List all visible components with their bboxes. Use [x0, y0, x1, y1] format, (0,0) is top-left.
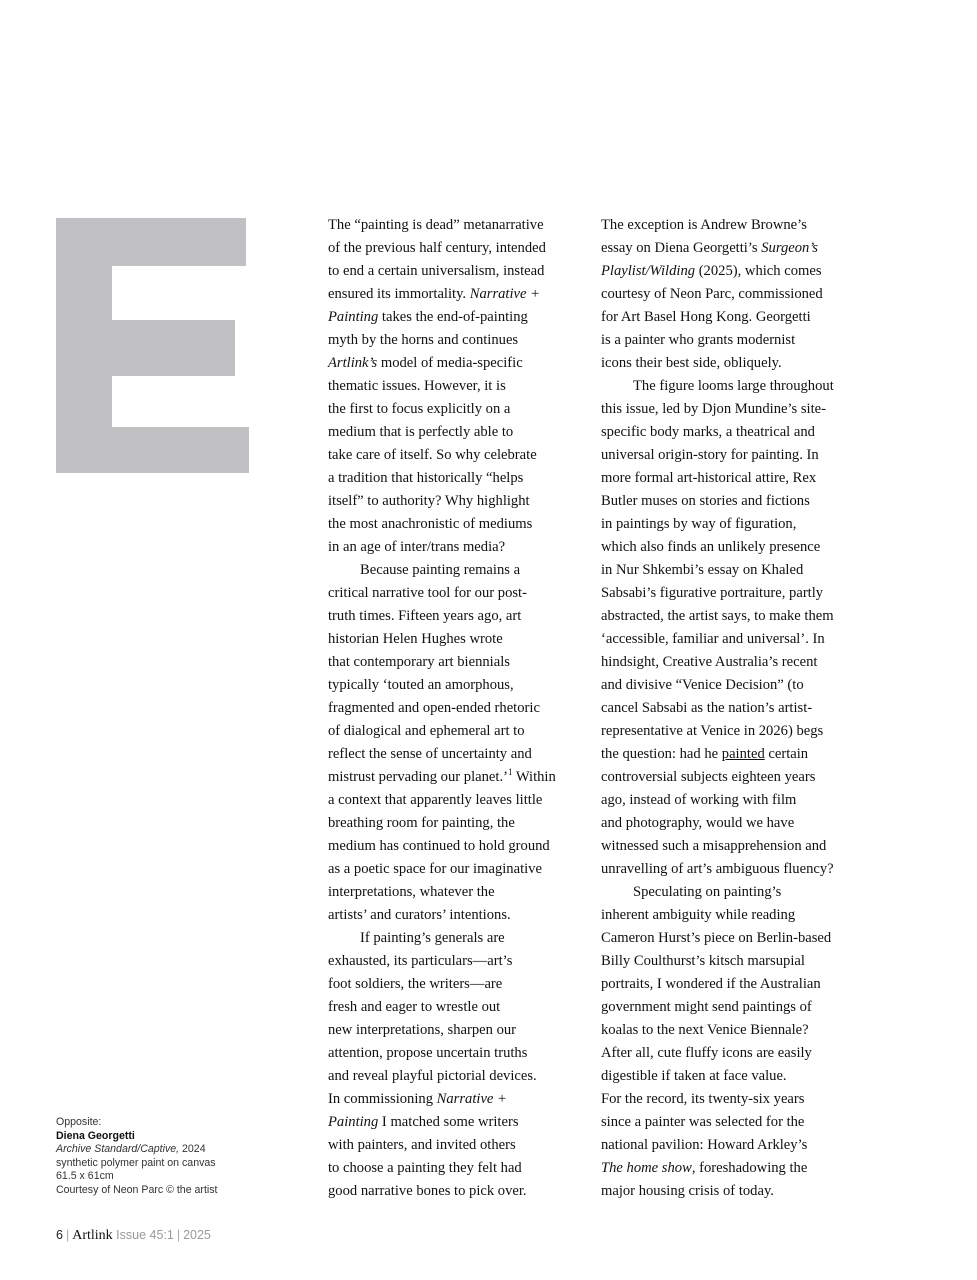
body-text-column-left [328, 214, 588, 1203]
caption-label: Opposite: [56, 1116, 102, 1128]
text-line [601, 1111, 863, 1134]
text-segment: and divisive “Venice Decision” (to [601, 677, 804, 693]
text-segment: fresh and eager to wrestle out [328, 999, 501, 1015]
text-line [601, 766, 863, 789]
caption-credit: Courtesy of Neon Parc © the artist [56, 1183, 218, 1196]
text-segment: fragmented and open-ended rhetoric [328, 700, 540, 716]
text-segment: is a painter who grants modernist [601, 332, 796, 348]
text-segment: truth times. Fifteen years ago, art [328, 608, 522, 624]
text-segment: koalas to the next Venice Biennale? [601, 1022, 809, 1038]
text-line [601, 996, 863, 1019]
text-line [328, 881, 588, 904]
text-line [328, 904, 588, 927]
text-segment: Because painting remains a [360, 562, 521, 578]
text-segment: since a painter was selected for the [601, 1114, 805, 1130]
text-line [328, 513, 588, 536]
text-segment: myth by the horns and continues [328, 332, 519, 348]
text-line [328, 858, 588, 881]
text-line [328, 628, 588, 651]
text-line [601, 582, 863, 605]
text-segment: new interpretations, sharpen our [328, 1022, 517, 1038]
text-line [328, 812, 588, 835]
text-line [601, 214, 863, 237]
text-segment: the first to focus explicitly on a [328, 401, 511, 417]
text-segment: cancel Sabsabi as the nation’s artist- [601, 700, 813, 716]
text-line [601, 927, 863, 950]
caption-year: 2024 [179, 1143, 206, 1155]
text-line [328, 444, 588, 467]
text-segment: (2025), which comes [695, 263, 822, 279]
text-line [601, 306, 863, 329]
text-segment: in paintings by way of figuration, [601, 516, 797, 532]
text-line [328, 398, 588, 421]
text-segment: witnessed such a misapprehension and [601, 838, 827, 854]
caption-dimensions: 61.5 x 61cm [56, 1170, 114, 1182]
text-segment: interpretations, whatever the [328, 884, 495, 900]
text-line [328, 605, 588, 628]
text-segment: and reveal playful pictorial devices. [328, 1068, 537, 1084]
drop-cap-top-arm [56, 218, 246, 266]
text-segment: unravelling of art’s ambiguous fluency? [601, 861, 834, 877]
text-line [601, 973, 863, 996]
text-segment: controversial subjects eighteen years [601, 769, 816, 785]
text-segment: the question: had he [601, 746, 722, 762]
text-line [601, 651, 863, 674]
drop-cap-middle-arm [56, 320, 235, 376]
text-segment: more formal art-historical attire, Rex [601, 470, 817, 486]
text-line [328, 260, 588, 283]
text-segment: Playlist/Wilding [601, 263, 696, 279]
text-line [328, 306, 588, 329]
text-segment: thematic issues. However, it is [328, 378, 506, 394]
text-line [601, 628, 863, 651]
page-number: 6 [56, 1228, 63, 1242]
text-line [601, 1088, 863, 1111]
text-segment: medium that is perfectly able to [328, 424, 514, 440]
text-segment: of the previous half century, intended [328, 240, 546, 256]
text-segment: a tradition that historically “helps [328, 470, 524, 486]
text-segment: For the record, its twenty-six years [601, 1091, 805, 1107]
text-segment: and photography, would we have [601, 815, 795, 831]
footer-separator: | [176, 1228, 181, 1242]
issue-year: 2025 [183, 1228, 211, 1242]
text-segment: The “painting is dead” metanarrative [328, 217, 544, 233]
text-line [328, 1088, 588, 1111]
text-line [328, 927, 588, 950]
text-segment: Narrative + [436, 1091, 507, 1107]
text-line [601, 835, 863, 858]
text-segment: certain [764, 746, 809, 762]
text-segment: ‘accessible, familiar and universal’. In [601, 631, 825, 647]
text-line [328, 559, 588, 582]
text-line [328, 973, 588, 996]
caption-medium: synthetic polymer paint on canvas [56, 1156, 216, 1169]
caption-title-line [56, 1143, 217, 1157]
text-segment: digestible if taken at face value. [601, 1068, 787, 1084]
text-line [601, 1042, 863, 1065]
text-segment: model of media-specific [377, 355, 523, 371]
text-segment: good narrative bones to pick over. [328, 1183, 527, 1199]
text-segment: of dialogical and ephemeral art to [328, 723, 525, 739]
footnote-marker: 1 [507, 767, 513, 778]
text-segment: representative at Venice in 2026) begs [601, 723, 824, 739]
text-segment: , foreshadowing the [691, 1160, 808, 1176]
text-line [601, 421, 863, 444]
text-line [601, 904, 863, 927]
text-segment: critical narrative tool for our post- [328, 585, 527, 601]
text-segment: attention, propose uncertain truths [328, 1045, 528, 1061]
body-text-column-right [601, 214, 863, 1203]
text-line [328, 352, 588, 375]
text-segment: specific body marks, a theatrical and [601, 424, 815, 440]
text-line [601, 674, 863, 697]
drop-cap-letter-e [56, 218, 249, 473]
text-segment: Painting [328, 309, 379, 325]
text-line [328, 490, 588, 513]
text-segment: Painting [328, 1114, 379, 1130]
text-line [601, 536, 863, 559]
text-segment: for Art Basel Hong Kong. Georgetti [601, 309, 811, 325]
text-line [601, 352, 863, 375]
text-segment: Sabsabi’s figurative portraiture, partly [601, 585, 824, 601]
text-segment: national pavilion: Howard Arkley’s [601, 1137, 808, 1153]
text-line [328, 950, 588, 973]
text-segment: painted [721, 746, 765, 762]
text-line [601, 1065, 863, 1088]
text-line [328, 421, 588, 444]
text-segment: mistrust pervading our planet.’ [328, 769, 508, 785]
text-line [601, 789, 863, 812]
text-segment: major housing crisis of today. [601, 1183, 774, 1199]
text-line [601, 444, 863, 467]
text-line [601, 697, 863, 720]
text-segment: I matched some writers [378, 1114, 519, 1130]
text-line [328, 697, 588, 720]
text-segment: a context that apparently leaves little [328, 792, 543, 808]
text-segment: Cameron Hurst’s piece on Berlin-based [601, 930, 832, 946]
text-segment: historian Helen Hughes wrote [328, 631, 503, 647]
text-segment: the most anachronistic of mediums [328, 516, 533, 532]
text-segment: in Nur Shkembi’s essay on Khaled [601, 562, 804, 578]
text-segment: take care of itself. So why celebrate [328, 447, 537, 463]
text-line [601, 398, 863, 421]
text-line [601, 605, 863, 628]
text-segment: to end a certain universalism, instead [328, 263, 545, 279]
text-segment: Artlink’s [328, 355, 378, 371]
text-segment: government might send paintings of [601, 999, 812, 1015]
text-line [601, 559, 863, 582]
text-segment: The home show [601, 1160, 692, 1176]
text-line [601, 1019, 863, 1042]
text-segment: The figure looms large throughout [633, 378, 834, 394]
text-line [328, 329, 588, 352]
text-segment: Surgeon’s [761, 240, 818, 256]
text-segment: in an age of inter/trans media? [328, 539, 506, 555]
caption-artist: Diena Georgetti [56, 1129, 135, 1142]
text-line [328, 720, 588, 743]
footer-separator: | [65, 1228, 70, 1242]
text-segment: exhausted, its particulars—art’s [328, 953, 513, 969]
text-segment: hindsight, Creative Australia’s recent [601, 654, 818, 670]
caption-title: Archive Standard/Captive, [56, 1143, 180, 1155]
page-footer [56, 1228, 211, 1244]
text-segment: breathing room for painting, the [328, 815, 515, 831]
drop-cap-bottom-arm [56, 427, 249, 473]
text-segment: inherent ambiguity while reading [601, 907, 796, 923]
text-line [601, 490, 863, 513]
magazine-name: Artlink [72, 1228, 113, 1243]
text-line [601, 375, 863, 398]
text-line [601, 513, 863, 536]
text-line [328, 674, 588, 697]
text-line [328, 1111, 588, 1134]
text-line [328, 582, 588, 605]
text-line [601, 467, 863, 490]
text-line [328, 789, 588, 812]
text-segment: Within [512, 769, 556, 785]
text-segment: takes the end-of-painting [378, 309, 528, 325]
text-line [601, 858, 863, 881]
text-segment: In commissioning [328, 1091, 437, 1107]
text-line [328, 743, 588, 766]
text-line [328, 237, 588, 260]
text-line [328, 283, 588, 306]
text-line [601, 283, 863, 306]
text-segment: itself” to authority? Why highlight [328, 493, 530, 509]
text-segment: typically ‘touted an amorphous, [328, 677, 514, 693]
text-line [328, 1134, 588, 1157]
text-line [328, 1180, 588, 1203]
text-line [328, 536, 588, 559]
text-segment: The exception is Andrew Browne’s [601, 217, 807, 233]
text-line [601, 329, 863, 352]
text-line [328, 1157, 588, 1180]
text-segment: If painting’s generals are [360, 930, 505, 946]
text-segment: ago, instead of working with film [601, 792, 797, 808]
text-line [601, 743, 863, 766]
text-line [601, 1134, 863, 1157]
text-segment: Butler muses on stories and fictions [601, 493, 810, 509]
text-segment: Billy Coulthurst’s kitsch marsupial [601, 953, 805, 969]
text-segment: that contemporary art biennials [328, 654, 510, 670]
text-line [328, 835, 588, 858]
text-line [328, 1065, 588, 1088]
text-line [601, 812, 863, 835]
text-line [328, 375, 588, 398]
text-segment: this issue, led by Djon Mundine’s site- [601, 401, 826, 417]
text-segment: Speculating on painting’s [633, 884, 782, 900]
text-segment: Narrative + [469, 286, 540, 302]
text-segment: abstracted, the artist says, to make them [601, 608, 834, 624]
text-segment: artists’ and curators’ intentions. [328, 907, 511, 923]
text-line [328, 651, 588, 674]
text-line [601, 881, 863, 904]
text-line [601, 237, 863, 260]
text-segment: foot soldiers, the writers—are [328, 976, 503, 992]
text-segment: universal origin-story for painting. In [601, 447, 819, 463]
text-line [328, 766, 588, 789]
text-segment: to choose a painting they felt had [328, 1160, 522, 1176]
text-line [601, 720, 863, 743]
text-line [328, 996, 588, 1019]
text-segment: which also finds an unlikely presence [601, 539, 821, 555]
text-line [328, 1042, 588, 1065]
text-segment: portraits, I wondered if the Australian [601, 976, 821, 992]
text-line [601, 260, 863, 283]
text-line [328, 1019, 588, 1042]
image-caption [56, 1116, 217, 1197]
text-segment: with painters, and invited others [328, 1137, 516, 1153]
text-segment: as a poetic space for our imaginative [328, 861, 542, 877]
text-segment: essay on Diena Georgetti’s [601, 240, 762, 256]
text-segment: After all, cute fluffy icons are easily [601, 1045, 812, 1061]
text-line [328, 214, 588, 237]
text-line [601, 1157, 863, 1180]
text-line [601, 950, 863, 973]
text-segment: icons their best side, obliquely. [601, 355, 782, 371]
text-segment: ensured its immortality. [328, 286, 470, 302]
text-line [328, 467, 588, 490]
text-line [601, 1180, 863, 1203]
text-segment: medium has continued to hold ground [328, 838, 550, 854]
issue-number: Issue 45:1 [116, 1228, 174, 1242]
text-segment: courtesy of Neon Parc, commissioned [601, 286, 823, 302]
text-segment: reflect the sense of uncertainty and [328, 746, 532, 762]
